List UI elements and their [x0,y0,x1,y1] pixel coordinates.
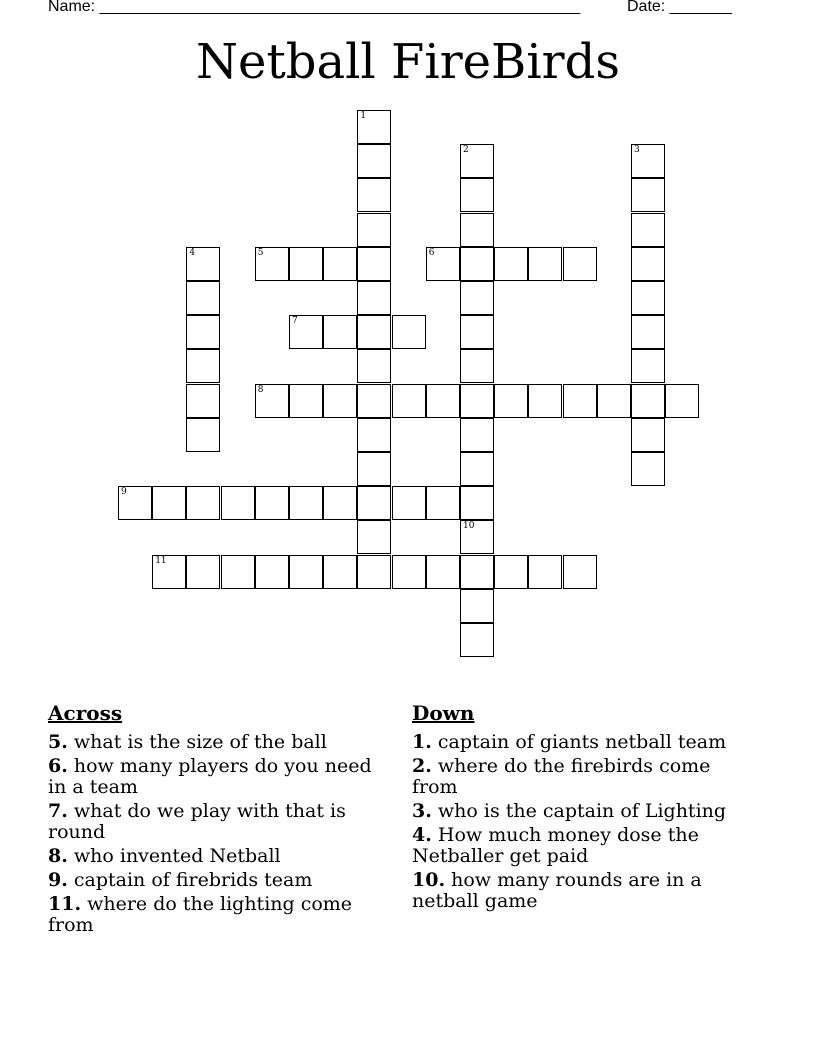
across-heading: Across [48,701,123,725]
grid-cell[interactable] [460,623,494,657]
down-clues [412,700,752,915]
grid-cell[interactable] [494,555,528,589]
clue-number-label: 9. [48,869,68,891]
grid-cell[interactable] [152,555,186,589]
grid-cell[interactable] [460,418,494,452]
grid-cell[interactable] [392,384,426,418]
grid-cell[interactable] [460,247,494,281]
grid-cell[interactable] [631,418,665,452]
grid-cell[interactable] [460,486,494,520]
grid-cell[interactable] [186,486,220,520]
name-field-label: Name: ______________________________________________________ [48,0,581,15]
grid-cell[interactable] [563,555,597,589]
grid-cell[interactable] [323,486,357,520]
across-clue [48,870,378,891]
down-clue [412,732,752,753]
clue-number-label: 8. [48,845,68,867]
grid-cell[interactable] [631,281,665,315]
clue-number-label: 1. [412,731,432,753]
across-clue [48,801,378,843]
clue-text: who invented Netball [67,845,281,867]
grid-cell[interactable] [221,486,255,520]
grid-cell[interactable] [357,178,391,212]
clue-number-label: 3. [412,800,432,822]
clue-text: how many rounds are in a netball game [412,869,702,912]
grid-cell[interactable] [255,486,289,520]
grid-cell[interactable] [357,315,391,349]
grid-cell[interactable] [357,555,391,589]
clue-text: where do the firebirds come from [412,755,711,798]
clue-number: 11 [155,555,167,566]
grid-cell[interactable] [631,144,665,178]
grid-cell[interactable] [357,384,391,418]
grid-cell[interactable] [460,281,494,315]
grid-cell[interactable] [186,281,220,315]
grid-cell[interactable] [152,486,186,520]
clue-number-label: 7. [48,800,68,822]
grid-cell[interactable] [460,589,494,623]
grid-cell[interactable] [528,247,562,281]
grid-cell[interactable] [357,520,391,554]
clue-text: captain of firebrids team [67,869,313,891]
clue-text: where do the lighting come from [48,893,353,936]
clue-number-label: 2. [412,755,432,777]
clue-number: 1 [360,111,367,121]
grid-cell[interactable] [357,418,391,452]
grid-cell[interactable] [426,555,460,589]
grid-cell[interactable] [631,213,665,247]
grid-cell[interactable] [323,315,357,349]
clue-text: how many players do you need in a team [48,755,372,798]
down-clue [412,801,752,822]
across-clues [48,700,378,939]
grid-cell[interactable] [289,384,323,418]
grid-cell[interactable] [563,384,597,418]
grid-cell[interactable] [186,555,220,589]
grid-cell[interactable] [392,486,426,520]
grid-cell[interactable] [460,178,494,212]
clue-number: 2 [463,145,469,156]
down-clue [412,870,752,912]
grid-cell[interactable] [460,213,494,247]
grid-cell[interactable] [357,349,391,383]
clue-number: 10 [463,521,475,532]
clue-number: 4 [189,247,196,258]
grid-cell[interactable] [426,486,460,520]
clue-number-label: 11. [48,893,82,915]
grid-cell[interactable] [528,555,562,589]
clue-number-label: 4. [412,824,432,846]
grid-cell[interactable] [186,349,220,383]
across-clue [48,732,378,753]
clue-number-label: 6. [48,755,68,777]
down-clue [412,825,752,867]
down-clue-list [412,732,752,912]
grid-cell[interactable] [597,384,631,418]
grid-cell[interactable] [392,315,426,349]
grid-cell[interactable] [460,520,494,554]
grid-cell[interactable] [357,144,391,178]
grid-cell[interactable] [186,315,220,349]
grid-cell[interactable] [357,213,391,247]
clue-number: 6 [428,247,435,258]
grid-cell[interactable] [323,555,357,589]
across-clue [48,756,378,798]
clue-number: 5 [257,247,264,258]
grid-cell[interactable] [323,384,357,418]
grid-cell[interactable] [255,555,289,589]
across-clue [48,894,378,936]
grid-cell[interactable] [357,452,391,486]
clue-text: How much money dose the Netballer get paid [412,824,699,867]
down-clue [412,756,752,798]
grid-cell[interactable] [186,384,220,418]
down-heading: Down [412,701,475,725]
grid-cell[interactable] [563,247,597,281]
clue-number: 7 [292,316,298,327]
date-field-label: Date: _______ [627,0,732,15]
grid-cell[interactable] [631,384,665,418]
grid-cell[interactable] [118,486,152,520]
grid-cell[interactable] [392,555,426,589]
across-clue [48,846,378,867]
clue-number: 9 [121,487,127,498]
grid-cell[interactable] [631,178,665,212]
grid-cell[interactable] [357,486,391,520]
clue-number: 3 [634,145,640,156]
grid-cell[interactable] [357,281,391,315]
grid-cell[interactable] [631,349,665,383]
grid-cell[interactable] [186,418,220,452]
grid-cell[interactable] [528,384,562,418]
clue-text: captain of giants netball team [431,731,727,753]
grid-cell[interactable] [289,555,323,589]
grid-cell[interactable] [289,486,323,520]
grid-cell[interactable] [665,384,699,418]
grid-cell[interactable] [631,247,665,281]
grid-cell[interactable] [255,384,289,418]
grid-cell[interactable] [357,247,391,281]
grid-cell[interactable] [631,315,665,349]
clue-text: what is the size of the ball [67,731,327,753]
grid-cell[interactable] [289,247,323,281]
grid-cell[interactable] [221,555,255,589]
across-clue-list [48,732,378,936]
clue-text: what do we play with that is round [48,800,346,843]
grid-cell[interactable] [460,452,494,486]
clue-text: who is the captain of Lighting [431,800,727,822]
puzzle-title: Netball FireBirds [196,34,620,90]
grid-cell[interactable] [186,247,220,281]
grid-cell[interactable] [494,247,528,281]
grid-cell[interactable] [460,384,494,418]
grid-cell[interactable] [323,247,357,281]
clue-number: 8 [257,384,264,395]
grid-cell[interactable] [289,315,323,349]
clue-number-label: 5. [48,731,68,753]
grid-cell[interactable] [426,384,460,418]
grid-cell[interactable] [460,349,494,383]
grid-cell[interactable] [460,315,494,349]
grid-cell[interactable] [631,452,665,486]
grid-cell[interactable] [357,110,391,144]
grid-cell[interactable] [255,247,289,281]
grid-cell[interactable] [460,555,494,589]
clue-number-label: 10. [412,869,446,891]
grid-cell[interactable] [494,384,528,418]
grid-cell[interactable] [460,144,494,178]
grid-cell[interactable] [426,247,460,281]
